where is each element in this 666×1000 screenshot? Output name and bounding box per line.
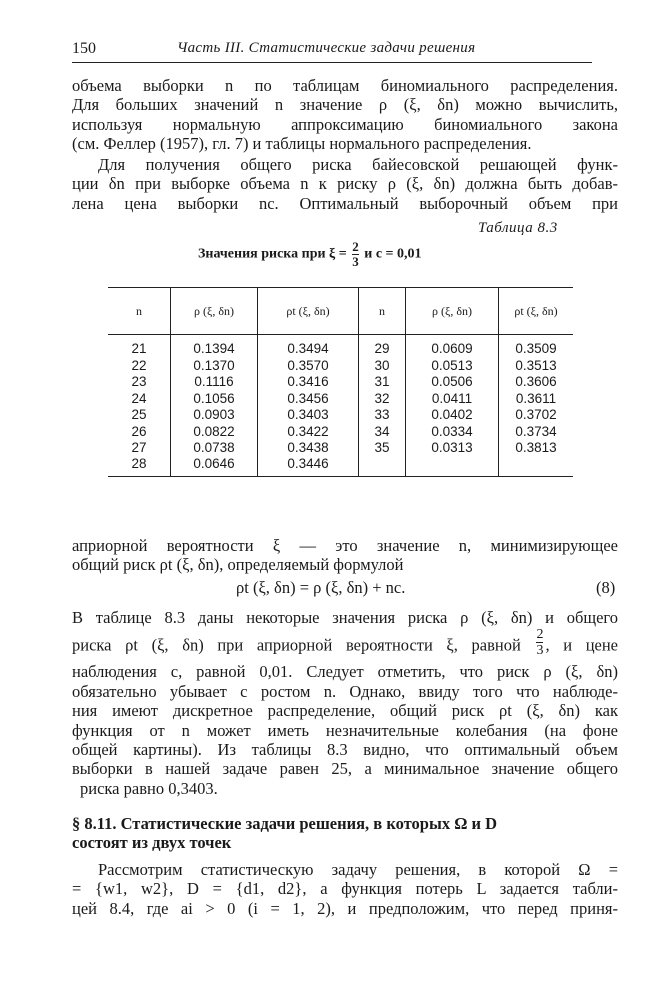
table-cell: 0.3422: [258, 423, 359, 440]
table-cell: 32: [359, 390, 406, 407]
fraction-numerator: 2: [536, 627, 544, 643]
table-cell: [406, 456, 499, 477]
text-line: наблюдения c, равной 0,01. Следует отметить, что риск ρ (ξ, δn): [72, 662, 618, 682]
table-cell: 35: [359, 440, 406, 457]
equation-number: (8): [596, 578, 616, 597]
table-cell: 28: [108, 456, 171, 477]
paragraph-5: [72, 860, 618, 918]
table-cell: 0.1370: [171, 357, 258, 374]
table-cell: 0.3509: [499, 335, 574, 358]
formula: ρt (ξ, δn) = ρ (ξ, δn) + nc.: [236, 578, 406, 597]
column-header: ρt (ξ, δn): [258, 288, 359, 335]
text-line: цей 8.4, где ai > 0 (i = 1, 2), и предположим, что перед приня-: [72, 898, 618, 918]
table-row: [108, 357, 573, 374]
table-cell: 30: [359, 357, 406, 374]
text-line: ния имеют дискретное распределение, общий риск ρt (ξ, δn) как: [72, 701, 618, 721]
table-cell: 29: [359, 335, 406, 358]
text-line-with-fraction: [72, 627, 618, 659]
risk-table: [108, 287, 573, 477]
text-line: общей картины). Из таблицы 8.3 видно, что оптимальный объем: [72, 740, 618, 760]
text-line: = {w1, w2}, D = {d1, d2}, а функция потерь L задается табли-: [72, 879, 618, 899]
table-cell: 34: [359, 423, 406, 440]
text-line: функция от n может иметь незначительные колебания (на фоне: [72, 720, 618, 740]
text-line: Для больших значений n значение ρ (ξ, δn) можно вычислить,: [72, 95, 618, 115]
text-line: априорной вероятности ξ — это значение n, минимизирующее: [72, 536, 618, 555]
paragraph-3: [72, 536, 618, 575]
table-cell: 0.3611: [499, 390, 574, 407]
table-title-fraction: [352, 240, 359, 269]
table-caption: Таблица 8.3: [478, 220, 558, 236]
table-cell: 0.0738: [171, 440, 258, 457]
table-cell: 0.3513: [499, 357, 574, 374]
table-cell: 0.3446: [258, 456, 359, 477]
table-header-row: [108, 288, 573, 335]
section-heading: [72, 814, 618, 852]
text-line: обязательно убывает с ростом n. Однако, ввиду того что наблюде-: [72, 681, 618, 701]
inline-fraction: [536, 627, 543, 658]
column-header: ρ (ξ, δn): [171, 288, 258, 335]
column-header: n: [108, 288, 171, 335]
fraction-denominator: 3: [352, 254, 359, 269]
column-header: ρt (ξ, δn): [499, 288, 574, 335]
table-cell: 0.3416: [258, 374, 359, 391]
text-line: используя нормальную аппроксимацию биномиального закона: [72, 114, 618, 134]
table-cell: 0.3403: [258, 407, 359, 424]
table-cell: 0.0513: [406, 357, 499, 374]
text-line: (см. Феллер (1957), гл. 7) и таблицы нормального распределения.: [72, 134, 532, 154]
table-cell: 0.0411: [406, 390, 499, 407]
paragraph-1: [72, 76, 618, 154]
text-line: риска равно 0,3403.: [80, 778, 218, 798]
table-cell: 0.1056: [171, 390, 258, 407]
table-title-suffix: и c = 0,01: [364, 246, 422, 262]
text-line: объема выборки n по таблицам биномиального распределения.: [72, 76, 618, 95]
text-segment: риска ρt (ξ, δn) при априорной вероятности ξ, равной: [72, 635, 521, 655]
column-header: ρ (ξ, δn): [406, 288, 499, 335]
text-line: ции δn при выборке объема n к риску ρ (ξ, δn) должна быть добав-: [72, 174, 618, 194]
table-cell: 0.3456: [258, 390, 359, 407]
section-heading-line: состоят из двух точек: [72, 833, 232, 852]
running-title: Часть III. Статистические задачи решения: [177, 40, 476, 56]
table-cell: 0.0822: [171, 423, 258, 440]
table-cell: 23: [108, 374, 171, 391]
column-header: n: [359, 288, 406, 335]
page-number: 150: [72, 40, 96, 57]
table-cell: 0.1394: [171, 335, 258, 358]
table-cell: 31: [359, 374, 406, 391]
table-cell: 0.0903: [171, 407, 258, 424]
table-cell: 0.1116: [171, 374, 258, 391]
text-line: Рассмотрим статистическую задачу решения, в которой Ω =: [98, 860, 618, 879]
table-cell: 0.3813: [499, 440, 574, 457]
table-cell: 27: [108, 440, 171, 457]
fraction-denominator: 3: [536, 643, 544, 659]
table-cell: 25: [108, 407, 171, 424]
table-cell: 0.0313: [406, 440, 499, 457]
table-cell: 22: [108, 357, 171, 374]
paragraph-2: [72, 155, 618, 213]
table-row: [108, 456, 573, 477]
table-title: [198, 240, 422, 269]
table-cell: 0.3570: [258, 357, 359, 374]
table-row: [108, 423, 573, 440]
text-line: лена цена выборки nc. Оптимальный выборочный объем при: [72, 193, 618, 213]
table-cell: 21: [108, 335, 171, 358]
table-cell: 0.3606: [499, 374, 574, 391]
table-cell: 0.3734: [499, 423, 574, 440]
table-row: [108, 407, 573, 424]
table-cell: 24: [108, 390, 171, 407]
text-line: В таблице 8.3 даны некоторые значения риска ρ (ξ, δn) и общего: [72, 608, 618, 627]
table-cell: 0.0402: [406, 407, 499, 424]
section-heading-line: § 8.11. Статистические задачи решения, в которых Ω и D: [72, 814, 498, 833]
table-cell: 26: [108, 423, 171, 440]
table-row: [108, 390, 573, 407]
table-cell: 0.0646: [171, 456, 258, 477]
page-header: [72, 40, 592, 63]
table-title-prefix: Значения риска при ξ =: [198, 246, 347, 262]
table-cell: [359, 456, 406, 477]
table-row: [108, 440, 573, 457]
text-line: Для получения общего риска байесовской решающей функ-: [98, 155, 618, 174]
table-cell: 0.0609: [406, 335, 499, 358]
table-cell: 0.3702: [499, 407, 574, 424]
table-row: [108, 374, 573, 391]
table-cell: 0.3438: [258, 440, 359, 457]
table-cell: [499, 456, 574, 477]
table-cell: 0.0506: [406, 374, 499, 391]
paragraph-4: [72, 608, 618, 798]
table-cell: 0.0334: [406, 423, 499, 440]
table-cell: 33: [359, 407, 406, 424]
text-line: общий риск ρt (ξ, δn), определяемый формулой: [72, 555, 404, 575]
table-row: [108, 335, 573, 358]
fraction-numerator: 2: [352, 239, 359, 254]
table-cell: 0.3494: [258, 335, 359, 358]
text-line: выборки в нашей задаче равен 25, а минимальное значение общего: [72, 759, 618, 779]
text-segment: , и цене: [545, 635, 618, 655]
